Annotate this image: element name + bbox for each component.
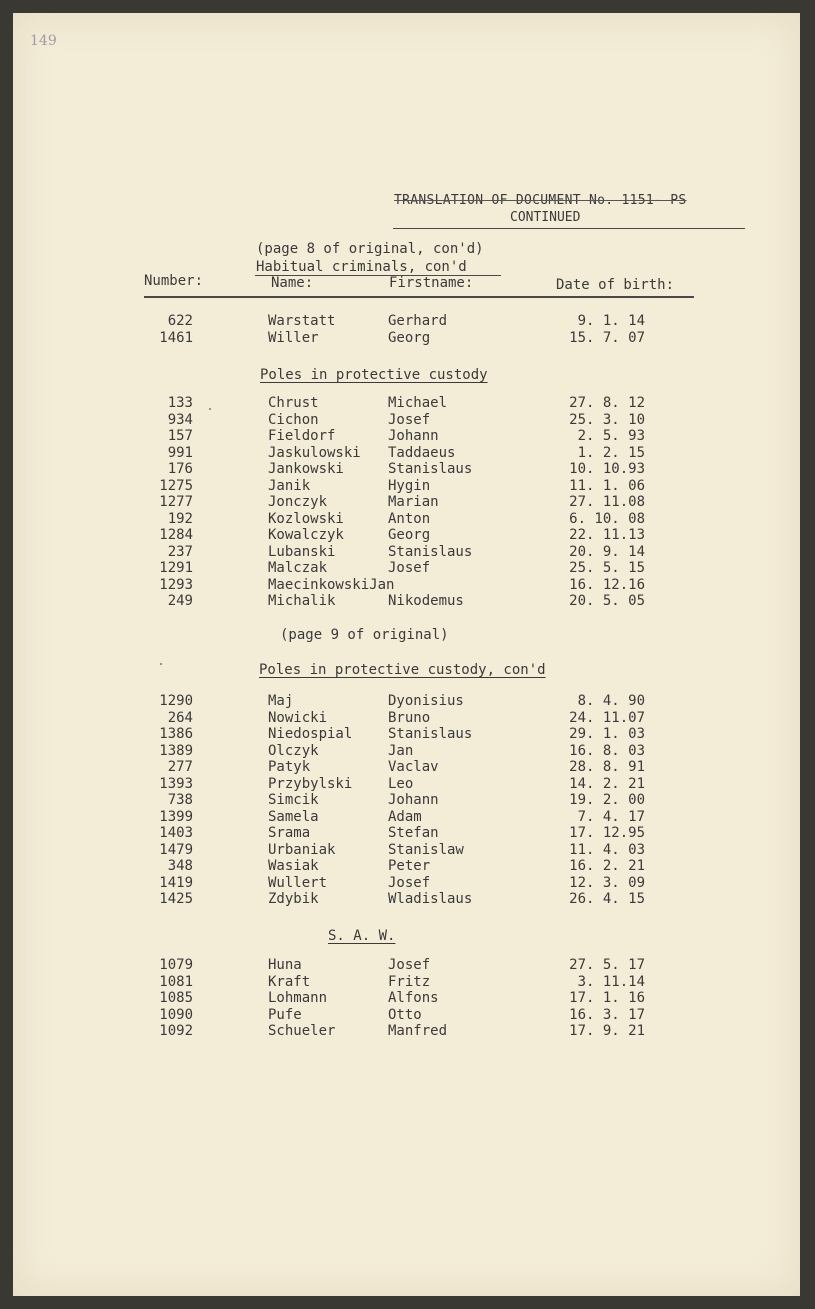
date-of-birth: 16. 8. 03 <box>569 742 645 759</box>
date-of-birth: 16. 2. 21 <box>569 858 645 874</box>
date-of-birth: 10. 10.93 <box>569 461 645 477</box>
date-of-birth: 8. 4. 90 <box>577 693 645 709</box>
prisoner-number: 622 <box>167 313 193 329</box>
date-of-birth: 17. 1. 16 <box>569 990 645 1006</box>
table-row <box>13 428 800 445</box>
prisoner-number: 1425 <box>159 891 193 907</box>
table-row <box>13 743 800 760</box>
table-row <box>13 461 800 478</box>
date-of-birth: 3. 11.14 <box>577 973 645 990</box>
column-header-dob: Date of birth: <box>556 277 675 293</box>
table-row <box>13 858 800 875</box>
document-page <box>13 13 800 1296</box>
table-row <box>13 395 800 412</box>
surname: Simcik <box>268 792 319 808</box>
table-row <box>13 759 800 776</box>
date-of-birth: 25. 3. 10 <box>569 411 645 428</box>
date-of-birth: 24. 11.07 <box>569 709 645 726</box>
surname: Malczak <box>268 560 328 576</box>
table-row <box>13 313 800 330</box>
first-name: Anton <box>388 510 431 527</box>
table-row <box>13 875 800 892</box>
date-of-birth: 15. 7. 07 <box>569 329 645 346</box>
table-row <box>13 494 800 511</box>
table-row <box>13 544 800 561</box>
prisoner-number: 1085 <box>159 990 193 1006</box>
first-name: Josef <box>388 560 431 576</box>
speck <box>160 663 162 665</box>
prisoner-number: 1403 <box>159 825 193 841</box>
date-of-birth: 11. 4. 03 <box>569 841 645 858</box>
first-name: Josef <box>388 957 431 973</box>
surname: MaecinkowskiJan <box>268 576 395 593</box>
title-rule <box>393 228 745 229</box>
column-header-number: Number: <box>144 273 204 289</box>
prisoner-number: 1275 <box>159 477 193 494</box>
table-row <box>13 693 800 710</box>
prisoner-number: 1419 <box>159 874 193 891</box>
table-row <box>13 1007 800 1024</box>
date-of-birth: 17. 9. 21 <box>569 1023 645 1039</box>
date-of-birth: 2. 5. 93 <box>577 428 645 444</box>
section-title: Poles in protective custody, con'd <box>259 662 546 678</box>
prisoner-number: 1284 <box>159 527 193 543</box>
table-row <box>13 1023 800 1040</box>
first-name: Johann <box>388 428 439 444</box>
date-of-birth: 7. 4. 17 <box>577 808 645 825</box>
surname: Warstatt <box>268 313 336 329</box>
table-row <box>13 726 800 743</box>
surname: Lohmann <box>268 990 328 1006</box>
surname: Srama <box>268 825 311 841</box>
prisoner-number: 991 <box>167 444 193 461</box>
date-of-birth: 17. 12.95 <box>569 825 645 841</box>
first-name: Georg <box>388 329 431 346</box>
surname: Olczyk <box>268 742 319 759</box>
first-name: Leo <box>388 775 414 792</box>
first-name: Gerhard <box>388 313 448 329</box>
date-of-birth: 16. 12.16 <box>569 576 645 593</box>
table-row <box>13 527 800 544</box>
document-title: TRANSLATION OF DOCUMENT No. 1151- PS <box>394 193 687 208</box>
first-name: Marian <box>388 494 439 510</box>
prisoner-number: 1479 <box>159 841 193 858</box>
first-name: Stanislaw <box>388 841 464 858</box>
table-row <box>13 792 800 809</box>
prisoner-number: 176 <box>167 461 193 477</box>
surname: Jaskulowski <box>268 444 361 461</box>
date-of-birth: 9. 1. 14 <box>577 313 645 329</box>
prisoner-number: 348 <box>167 858 193 874</box>
date-of-birth: 12. 3. 09 <box>569 874 645 891</box>
date-of-birth: 6. 10. 08 <box>569 510 645 527</box>
surname: Kozlowski <box>268 510 344 527</box>
surname: Niedospial <box>268 726 353 742</box>
surname: Kowalczyk <box>268 527 344 543</box>
date-of-birth: 22. 11.13 <box>569 527 645 543</box>
table-row <box>13 957 800 974</box>
table-row <box>13 891 800 908</box>
first-name: Dyonisius <box>388 693 464 709</box>
surname: Zdybik <box>268 891 319 907</box>
first-name: Georg <box>388 527 431 543</box>
first-name: Michael <box>388 395 448 411</box>
date-of-birth: 26. 4. 15 <box>569 891 645 907</box>
page-note: (page 8 of original, con'd) <box>256 241 484 257</box>
first-name: Stanislaus <box>388 543 473 560</box>
surname: Nowicki <box>268 709 328 726</box>
first-name: Otto <box>388 1006 422 1023</box>
date-of-birth: 19. 2. 00 <box>569 792 645 808</box>
surname: Chrust <box>268 395 319 411</box>
date-of-birth: 11. 1. 06 <box>569 477 645 494</box>
table-row <box>13 710 800 727</box>
prisoner-number: 1293 <box>159 576 193 593</box>
surname: Maj <box>268 693 294 709</box>
first-name: Johann <box>388 792 439 808</box>
surname: Przybylski <box>268 775 353 792</box>
prisoner-number: 934 <box>167 411 193 428</box>
surname: Huna <box>268 957 302 973</box>
table-row <box>13 560 800 577</box>
first-name: Vaclav <box>388 759 439 775</box>
date-of-birth: 16. 3. 17 <box>569 1006 645 1023</box>
surname: Janik <box>268 477 311 494</box>
first-name: Peter <box>388 858 431 874</box>
section-page-note: (page 9 of original) <box>280 627 449 643</box>
table-row <box>13 577 800 594</box>
surname: Wullert <box>268 874 328 891</box>
first-name: Jan <box>388 742 414 759</box>
first-name: Bruno <box>388 709 431 726</box>
date-of-birth: 29. 1. 03 <box>569 726 645 742</box>
section-title: S. A. W. <box>328 928 396 944</box>
surname: Kraft <box>268 973 311 990</box>
column-header-name: Name: <box>271 275 314 291</box>
first-name: Hygin <box>388 477 431 494</box>
date-of-birth: 25. 5. 15 <box>569 560 645 576</box>
surname: Fieldorf <box>268 428 336 444</box>
prisoner-number: 1393 <box>159 775 193 792</box>
handwritten-page-number: 149 <box>30 33 57 49</box>
prisoner-number: 277 <box>167 759 193 775</box>
first-name: Alfons <box>388 990 439 1006</box>
prisoner-number: 1092 <box>159 1023 193 1039</box>
first-name: Taddaeus <box>388 444 456 461</box>
prisoner-number: 1389 <box>159 742 193 759</box>
table-row <box>13 445 800 462</box>
prisoner-number: 157 <box>167 428 193 444</box>
first-name: Wladislaus <box>388 891 473 907</box>
prisoner-number: 1090 <box>159 1006 193 1023</box>
section-title: Poles in protective custody <box>260 367 488 383</box>
first-name: Stanislaus <box>388 726 473 742</box>
table-row <box>13 825 800 842</box>
date-of-birth: 20. 9. 14 <box>569 543 645 560</box>
surname: Samela <box>268 808 319 825</box>
date-of-birth: 27. 5. 17 <box>569 957 645 973</box>
table-row <box>13 511 800 528</box>
prisoner-number: 264 <box>167 709 193 726</box>
prisoner-number: 1291 <box>159 560 193 576</box>
table-row <box>13 593 800 610</box>
first-name: Fritz <box>388 973 431 990</box>
surname: Jonczyk <box>268 494 328 510</box>
first-name: Stefan <box>388 825 439 841</box>
table-row <box>13 809 800 826</box>
date-of-birth: 20. 5. 05 <box>569 593 645 609</box>
table-row <box>13 990 800 1007</box>
first-name: Josef <box>388 411 431 428</box>
surname: Jankowski <box>268 461 344 477</box>
prisoner-number: 249 <box>167 593 193 609</box>
table-row <box>13 974 800 991</box>
surname: Patyk <box>268 759 311 775</box>
first-name: Adam <box>388 808 422 825</box>
date-of-birth: 14. 2. 21 <box>569 775 645 792</box>
surname: Wasiak <box>268 858 319 874</box>
header-rule <box>144 296 694 298</box>
prisoner-number: 133 <box>167 395 193 411</box>
date-of-birth: 27. 8. 12 <box>569 395 645 411</box>
table-row <box>13 776 800 793</box>
first-name: Stanislaus <box>388 461 473 477</box>
document-continued: CONTINUED <box>510 210 581 225</box>
date-of-birth: 28. 8. 91 <box>569 759 645 775</box>
prisoner-number: 738 <box>167 792 193 808</box>
first-name: Josef <box>388 874 431 891</box>
table-row <box>13 478 800 495</box>
surname: Michalik <box>268 593 336 609</box>
surname: Lubanski <box>268 543 336 560</box>
prisoner-number: 237 <box>167 543 193 560</box>
surname: Willer <box>268 329 319 346</box>
surname: Schueler <box>268 1023 336 1039</box>
prisoner-number: 192 <box>167 510 193 527</box>
prisoner-number: 1386 <box>159 726 193 742</box>
category-label: Habitual criminals, con'd <box>256 259 467 275</box>
prisoner-number: 1461 <box>159 329 193 346</box>
first-name: Manfred <box>388 1023 448 1039</box>
prisoner-number: 1081 <box>159 973 193 990</box>
surname: Urbaniak <box>268 841 336 858</box>
table-row <box>13 330 800 347</box>
first-name: Nikodemus <box>388 593 464 609</box>
table-row <box>13 842 800 859</box>
date-of-birth: 1. 2. 15 <box>577 444 645 461</box>
surname: Pufe <box>268 1006 302 1023</box>
prisoner-number: 1079 <box>159 957 193 973</box>
prisoner-number: 1277 <box>159 494 193 510</box>
surname: Cichon <box>268 411 319 428</box>
date-of-birth: 27. 11.08 <box>569 494 645 510</box>
table-row <box>13 412 800 429</box>
prisoner-number: 1290 <box>159 693 193 709</box>
column-header-firstname: Firstname: <box>389 275 474 291</box>
prisoner-number: 1399 <box>159 808 193 825</box>
